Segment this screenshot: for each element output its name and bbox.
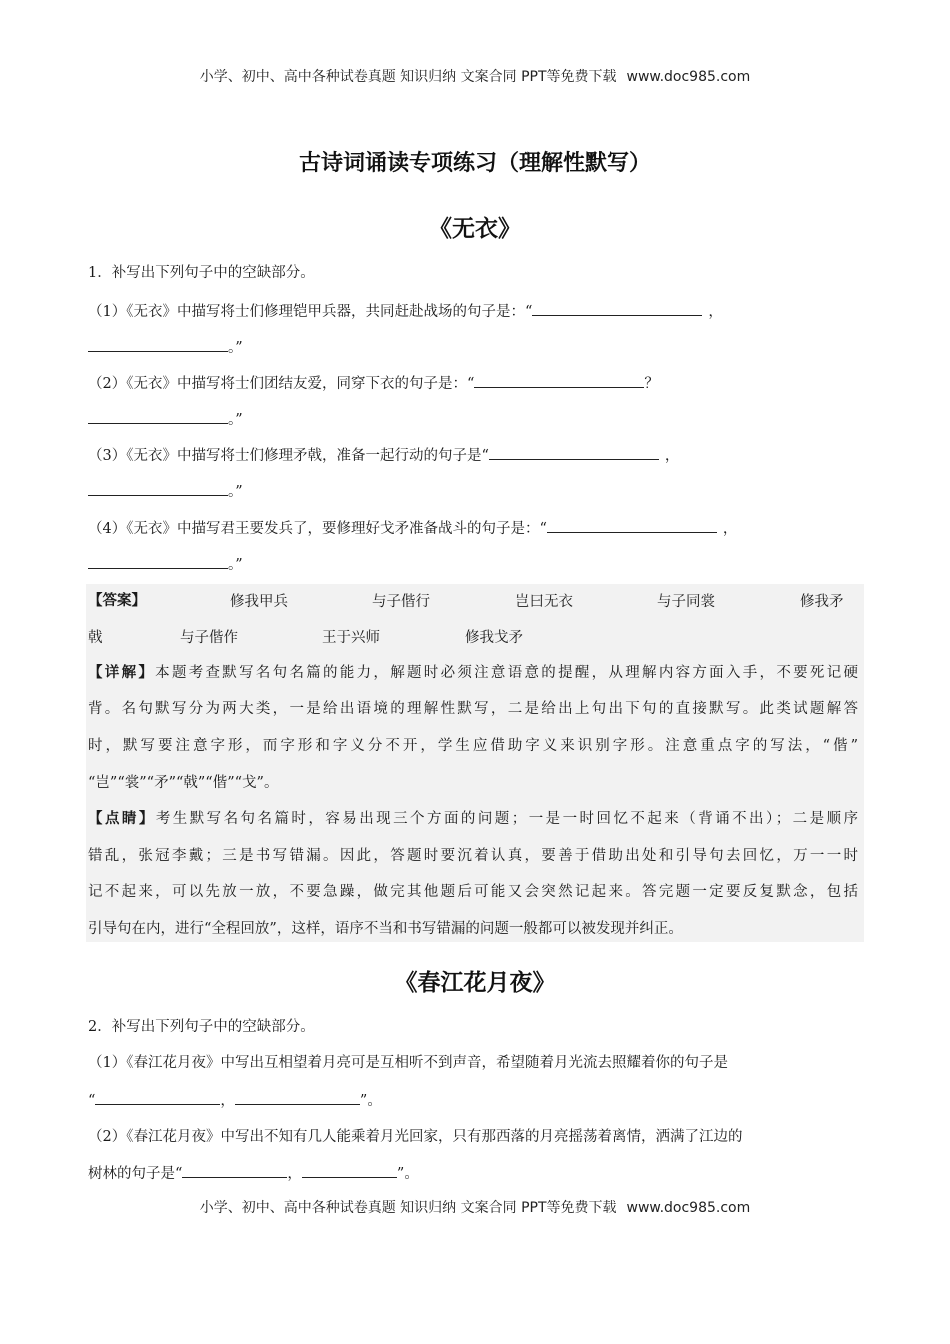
answer-item: 与子同裳: [657, 594, 715, 610]
q1-item-3-sep: ，: [664, 448, 680, 464]
q1-item-2-sep: ？: [644, 376, 659, 392]
q1-item-4-cont: [88, 553, 243, 576]
q1-item-3: [88, 444, 679, 467]
q1-item-3-cont: [88, 480, 243, 503]
tip-line-1: [88, 808, 858, 830]
q2-stem: 2．补写出下列句子中的空缺部分。: [88, 1019, 315, 1035]
footer-text: 小学、初中、高中各种试卷真题 知识归纳 文案合同 PPT等免费下载: [199, 1200, 617, 1216]
q2-item-1-end: ”。: [359, 1093, 382, 1109]
page-title: 古诗词诵读专项练习（理解性默写）: [298, 151, 651, 176]
header-url[interactable]: www.doc985.com: [626, 69, 751, 85]
answer-blank[interactable]: [182, 1162, 287, 1178]
answer-blank[interactable]: [88, 480, 228, 496]
page-header: [0, 66, 950, 86]
answer-item: 修我戈矛: [465, 630, 523, 646]
answer-blank[interactable]: [95, 1089, 220, 1105]
detail-line-4: “岂”“裳”“矛”“戟”“偕”“戈”。: [88, 775, 279, 791]
answer-blank[interactable]: [88, 408, 228, 424]
detail-tag: 【详解】: [88, 664, 156, 681]
answer-row-1: [88, 590, 146, 612]
detail-line-2: 背。名句默写分为两大类，一是给出语境的理解性默写，二是给出上句出下句的直接默写。此类试题解答: [88, 701, 858, 717]
q2-item-1-open: “: [88, 1093, 96, 1109]
footer-url[interactable]: www.doc985.com: [626, 1200, 751, 1216]
q1-item-1-text: （1）《无衣》中描写将士们修理铠甲兵器，共同赶赴战场的句子是：“: [88, 304, 533, 320]
poem2-title: 《春江花月夜》: [394, 970, 556, 996]
q2-item-2-cont: [88, 1162, 419, 1185]
answer-blank[interactable]: [302, 1162, 397, 1178]
q2-item-1-cont: [88, 1089, 382, 1112]
q1-item-1-sep: ，: [708, 304, 723, 320]
answer-item: 王于兴师: [322, 630, 380, 646]
q1-stem: 1．补写出下列句子中的空缺部分。: [88, 265, 315, 281]
answer-item: 戟: [88, 630, 103, 646]
answer-item: 岂曰无衣: [515, 594, 573, 610]
answer-blank[interactable]: [88, 553, 228, 569]
answer-item: 修我矛: [800, 594, 844, 610]
q1-item-1-cont: [88, 336, 243, 359]
detail-line-1: [88, 662, 858, 684]
tip-line-2: 错乱，张冠李戴；三是书写错漏。因此，答题时要沉着认真，要善于借助出处和引导句去回忆，万一一时: [88, 848, 858, 864]
answer-blank[interactable]: [235, 1089, 360, 1105]
q2-item-2: （2）《春江花月夜》中写出不知有几人能乘着月光回家，只有那西落的月亮摇荡着离情，洒满了江边的: [88, 1129, 743, 1145]
answer-tag: 【答案】: [88, 592, 146, 609]
q1-item-3-end: 。”: [228, 484, 243, 500]
q1-item-2-cont: [88, 408, 243, 431]
answer-item: 与子偕作: [180, 630, 238, 646]
answer-blank[interactable]: [489, 444, 659, 460]
tip-tag: 【点睛】: [88, 810, 156, 827]
answer-item: 与子偕行: [372, 594, 430, 610]
q1-item-1: [88, 300, 723, 323]
page-footer: [0, 1197, 950, 1217]
q2-item-2-end: ”。: [396, 1166, 419, 1182]
q1-item-4: [88, 517, 737, 540]
q2-item-1-sep: ，: [220, 1093, 235, 1109]
q1-item-4-sep: ，: [722, 521, 738, 537]
q1-item-3-text: （3）《无衣》中描写将士们修理矛戟，准备一起行动的句子是“: [88, 448, 489, 464]
answer-blank[interactable]: [88, 336, 228, 352]
header-text: 小学、初中、高中各种试卷真题 知识归纳 文案合同 PPT等免费下载: [199, 69, 617, 85]
q1-item-4-end: 。”: [228, 557, 243, 573]
answer-blank[interactable]: [474, 372, 644, 388]
q1-item-4-text: （4）《无衣》中描写君王要发兵了，要修理好戈矛准备战斗的句子是：“: [88, 521, 547, 537]
poem1-title: 《无衣》: [429, 216, 521, 242]
q2-item-2-pre: 树林的句子是“: [88, 1166, 183, 1182]
answer-item: 修我甲兵: [230, 594, 288, 610]
answer-blank[interactable]: [532, 300, 702, 316]
tip-line-4: 引导句在内，进行“全程回放”，这样，语序不当和书写错漏的问题一般都可以被发现并纠正。: [88, 921, 683, 937]
q2-item-2-sep: ，: [287, 1166, 302, 1182]
q1-item-2: [88, 372, 659, 395]
tip-text: 考生默写名句名篇时，容易出现三个方面的问题；一是一时回忆不起来（背诵不出）；二是顺序: [155, 811, 859, 827]
q1-item-1-end: 。”: [228, 340, 243, 356]
answer-blank[interactable]: [547, 517, 717, 533]
q1-item-2-text: （2）《无衣》中描写将士们团结友爱，同穿下衣的句子是：“: [88, 376, 475, 392]
detail-line-3: 时，默写要注意字形，而字形和字义分不开，学生应借助字义来识别字形。注意重点字的写法，“偕”: [88, 738, 858, 754]
q2-item-1: （1）《春江花月夜》中写出互相望着月亮可是互相听不到声音，希望随着月光流去照耀着你的句子是: [88, 1055, 728, 1071]
tip-line-3: 记不起来，可以先放一放，不要急躁，做完其他题后可能又会突然记起来。答完题一定要反复默念，包括: [88, 884, 858, 900]
q1-item-2-end: 。”: [228, 412, 243, 428]
detail-text: 本题考查默写名句名篇的能力，解题时必须注意语意的提醒，从理解内容方面入手，不要死记硬: [155, 665, 858, 681]
